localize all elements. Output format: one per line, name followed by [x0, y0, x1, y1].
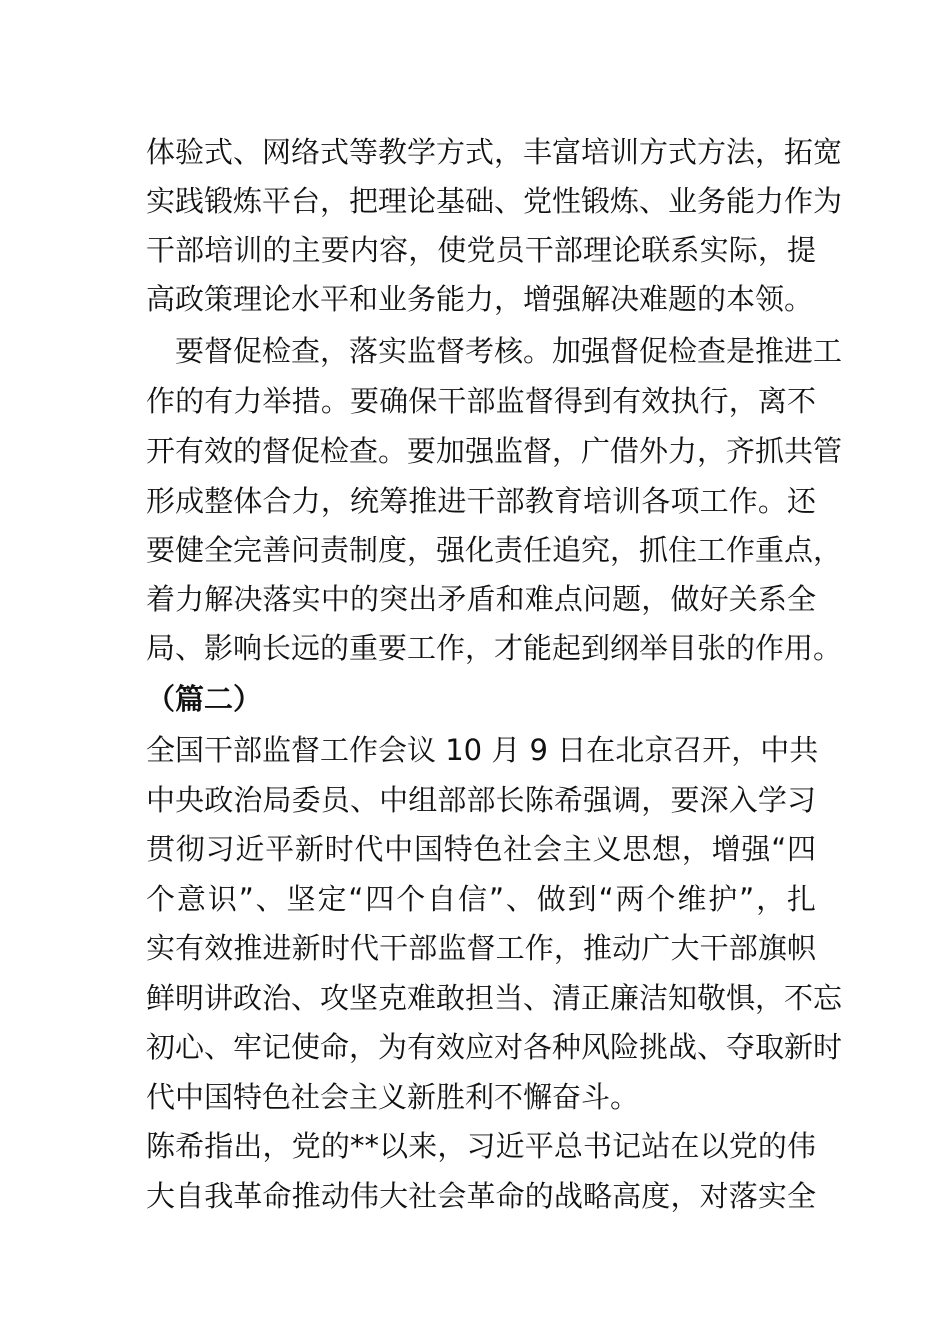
paragraph-1-line-4: 高政策理论水平和业务能力，增强解决难题的本领。 — [146, 282, 814, 316]
paragraph-3-line-1: 全国干部监督工作会议 10 月 9 日在北京召开，中共 — [146, 733, 819, 767]
paragraph-2-line-7: 局、影响长远的重要工作，才能起到纲举目张的作用。 — [146, 631, 843, 665]
paragraph-2-line-2: 作的有力举措。要确保干部监督得到有效执行，离不 — [146, 384, 816, 418]
paragraph-3-line-5: 实有效推进新时代干部监督工作，推动广大干部旗帜 — [146, 931, 816, 965]
paragraph-4-line-1: 陈希指出，党的**以来，习近平总书记站在以党的伟 — [146, 1129, 816, 1163]
paragraph-3-line-2: 中央政治局委员、中组部部长陈希强调，要深入学习 — [146, 783, 816, 817]
paragraph-2-line-4: 形成整体合力，统筹推进干部教育培训各项工作。还 — [146, 484, 816, 518]
paragraph-1-line-2: 实践锻炼平台，把理论基础、党性锻炼、业务能力作为 — [146, 184, 843, 218]
paragraph-3-line-3: 贯彻习近平新时代中国特色社会主义思想，增强“四 — [146, 832, 816, 866]
paragraph-2-line-3: 开有效的督促检查。要加强监督，广借外力，齐抓共管 — [146, 434, 843, 468]
paragraph-3-line-7: 初心、牢记使命，为有效应对各种风险挑战、夺取新时 — [146, 1030, 843, 1064]
paragraph-3-line-8: 代中国特色社会主义新胜利不懈奋斗。 — [146, 1080, 640, 1114]
paragraph-2-line-6: 着力解决落实中的突出矛盾和难点问题，做好关系全 — [146, 582, 816, 616]
paragraph-3-line-4: 个意识”、坚定“四个自信”、做到“两个维护”，扎 — [146, 882, 816, 916]
paragraph-2-line-5: 要健全完善问责制度，强化责任追究，抓住工作重点， — [146, 533, 843, 567]
paragraph-2-line-1: 要督促检查，落实监督考核。加强督促检查是推进工 — [175, 334, 843, 368]
paragraph-3-line-6: 鲜明讲政治、攻坚克难敢担当、清正廉洁知敬惧，不忘 — [146, 981, 843, 1015]
paragraph-1-line-3: 干部培训的主要内容，使党员干部理论联系实际，提 — [146, 233, 816, 267]
paragraph-1-line-1: 体验式、网络式等教学方式，丰富培训方式方法，拓宽 — [146, 135, 843, 169]
paragraph-4-line-2: 大自我革命推动伟大社会革命的战略高度，对落实全 — [146, 1179, 816, 1213]
section-heading: （篇二） — [146, 682, 263, 716]
